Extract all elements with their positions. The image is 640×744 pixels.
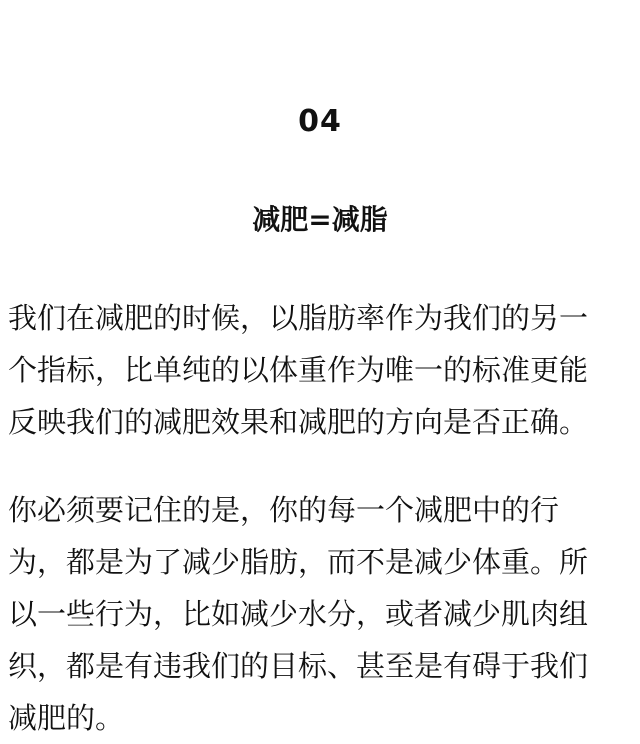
section-title: 减肥=减脂 <box>252 203 388 236</box>
section-number: 04 <box>298 104 342 139</box>
paragraph-line: 你必须要记住的是，你的每一个减肥中的行 <box>8 493 560 527</box>
paragraph-line: 个指标，比单纯的以体重作为唯一的标准更能 <box>8 353 589 387</box>
paragraph-line: 减肥的。 <box>8 701 125 735</box>
paragraph-body <box>8 484 634 744</box>
paragraph-line: 反映我们的减肥效果和减肥的方向是否正确。 <box>8 405 589 439</box>
paragraph-line: 为，都是为了减少脂肪，而不是减少体重。所 <box>8 545 589 579</box>
paragraph-body <box>8 292 634 448</box>
paragraph-line: 织，都是有违我们的目标、甚至是有碍于我们 <box>8 649 589 683</box>
paragraph-line: 我们在减肥的时候，以脂肪率作为我们的另一 <box>8 301 589 335</box>
paragraph-line: 以一些行为，比如减少水分，或者减少肌肉组 <box>8 597 589 631</box>
